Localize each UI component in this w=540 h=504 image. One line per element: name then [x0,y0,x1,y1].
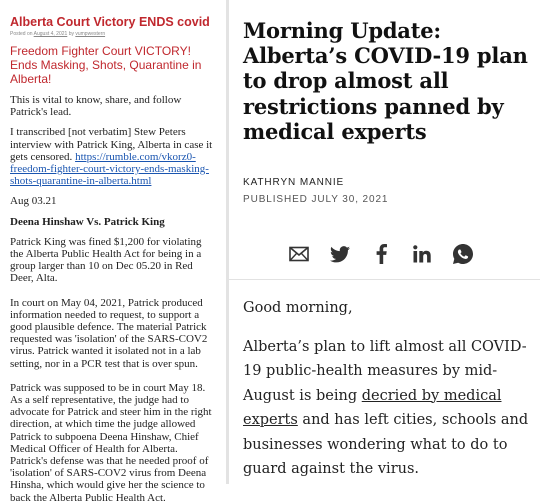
whatsapp-icon[interactable] [452,243,474,265]
left-article-screenshot [0,0,226,504]
body-paragraph [243,335,530,482]
post-date-link[interactable]: August 4, 2021 [33,31,68,37]
share-bar [288,243,530,265]
article-published-date: PUBLISHED JULY 30, 2021 [243,194,389,206]
facebook-icon[interactable] [370,243,392,265]
share-divider [229,279,540,280]
posted-by: by [68,31,74,37]
right-article-screenshot [229,0,540,484]
email-icon[interactable] [288,243,310,265]
left-article-title: Alberta Court Victory ENDS covid [10,15,210,29]
transcribed-text: I transcribed [not verbatim] Stew Peters interview with Patrick King, Alberta in case it gets censored. [10,126,213,163]
twitter-icon[interactable] [329,243,351,265]
post-author-link[interactable]: vumpwestern [75,31,106,37]
left-paragraph-2: In court on May 04, 2021, Patrick produced information needed to request, to support a good plausible defence. The material Patrick requested was 'isolation' of the SARS-COV2 virus. Patrick wanted it isolated not in a lab setting, nor in a PCR test that is over spun. [10,296,208,370]
decried-link[interactable]: decried by medical experts [243,387,502,429]
linkedin-icon[interactable] [411,243,433,265]
left-intro: This is vital to know, share, and follow Patrick's lead. [10,94,182,119]
body-text-before: Alberta’s plan to lift almost all COVID-19 public-health measures by mid-August is being [243,338,527,404]
left-transcribed-paragraph [10,126,214,187]
left-paragraph-3: Patrick was supposed to be in court May 18. As a self representative, the judge had to advocate for Patrick and steer him in the right direction, at which time the judge allowed Patrick to subpoena Deena Hinshaw, Chief Medical Officer of Health for Alberta. Patrick's defense was that he needed proof of 'isolation' of SARS-COV2 virus from Deena Hinsha, which would give her the science to back the Alberta Public Health Act. [10,381,212,504]
body-text-after: and has left cities, schools and businesses wondering what to do to guard against the virus. [243,412,529,478]
left-date-line: Aug 03.21 [10,195,57,208]
left-subheading: Deena Hinshaw Vs. Patrick King [10,215,165,228]
posted-prefix: Posted on [10,31,33,37]
article-author[interactable]: KATHRYN MANNIE [243,177,345,189]
greeting: Good morning, [243,300,353,317]
right-article-headline: Morning Update: Alberta’s COVID-19 plan to drop almost all restrictions panned by medical experts [243,18,528,144]
left-paragraph-1: Patrick King was fined $1,200 for violating the Alberta Public Health Act for being in a group larger than 10 on Dec 05.20 in Red Deer, Alta. [10,235,202,285]
left-article-heading: Freedom Fighter Court VICTORY! Ends Masking, Shots, Quarantine in Alberta! [10,44,202,86]
rumble-link[interactable]: https://rumble.com/vkorz0-freedom-fighter-court-victory-ends-masking-shots-quarantine-in-alberta.html [10,150,209,188]
left-article-meta [10,31,214,37]
